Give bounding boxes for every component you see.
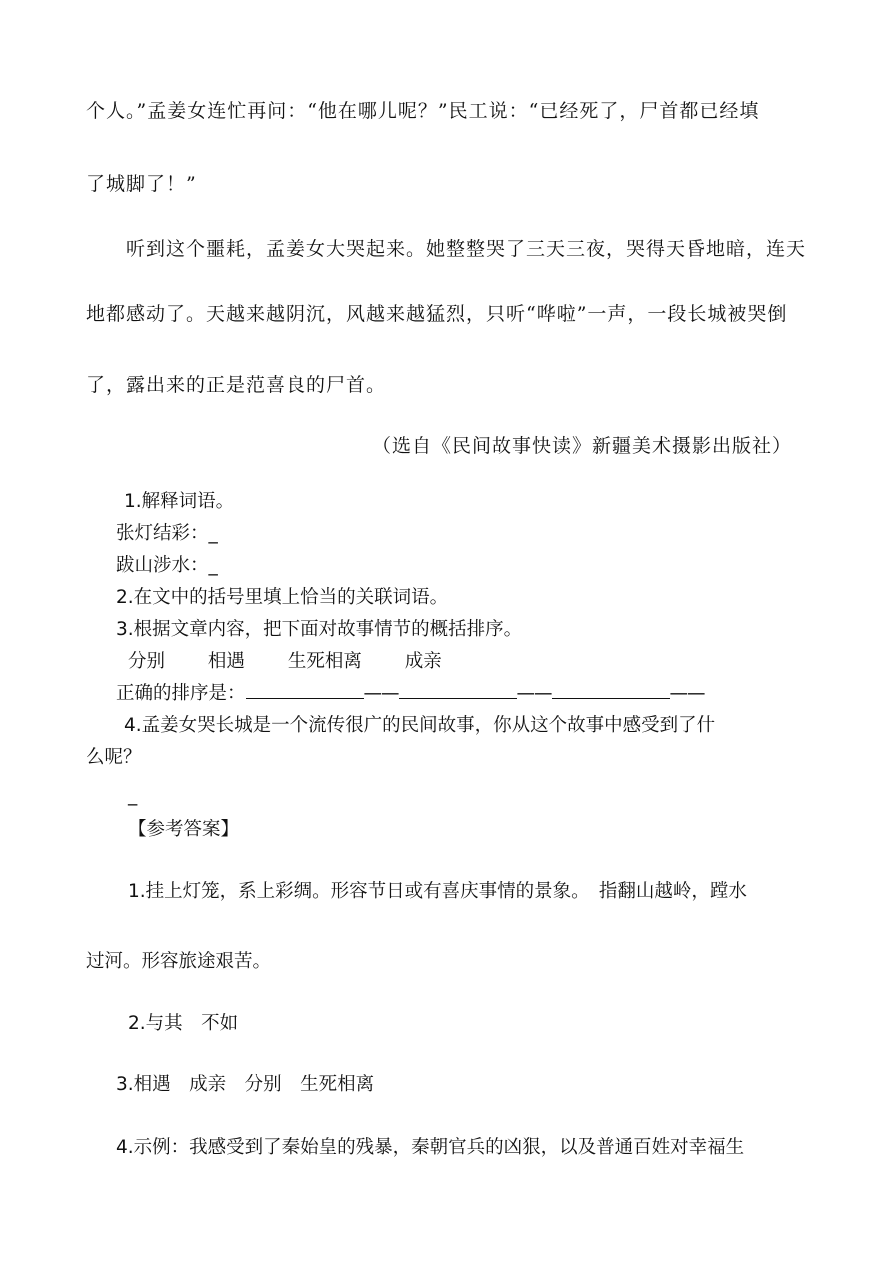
story-paragraph-start: 听到这个噩耗，孟姜女大哭起来。她整整哭了三天三夜，哭得天昏地暗，连天 xyxy=(126,238,807,260)
story-line: 个人。”孟姜女连忙再问：“他在哪儿呢？”民工说：“已经死了，尸首都已经填 xyxy=(86,100,760,122)
source-citation: （选自《民间故事快读》新疆美术摄影出版社） xyxy=(372,435,793,457)
option-item: 相遇 xyxy=(207,651,245,672)
option-item: 成亲 xyxy=(404,651,442,672)
question-3-order xyxy=(116,682,705,706)
answer-3: 3.相遇 成亲 分别 生死相离 xyxy=(116,1074,375,1095)
answer-1-cont: 过河。形容旅途艰苦。 xyxy=(86,951,272,972)
question-4-cont: 么呢？ xyxy=(86,747,142,768)
question-4-blank: _ xyxy=(128,785,138,806)
answer-2: 2.与其 不如 xyxy=(128,1013,239,1034)
question-3-options xyxy=(128,650,442,674)
answer-blank[interactable] xyxy=(246,682,364,699)
order-label: 正确的排序是： xyxy=(116,683,246,704)
dash-separator: —— xyxy=(363,683,399,704)
story-line: 了，露出来的正是范喜良的尸首。 xyxy=(86,374,387,396)
answer-blank[interactable] xyxy=(552,682,670,699)
question-2: 2.在文中的括号里填上恰当的关联词语。 xyxy=(116,587,449,608)
question-1b: 跋山涉水：_ xyxy=(116,555,218,576)
option-item: 生死相离 xyxy=(287,651,362,672)
story-line: 地都感动了。天越来越阴沉，风越来越猛烈，只听“哗啦”一声，一段长城被哭倒 xyxy=(86,303,788,325)
dash-separator: —— xyxy=(516,683,552,704)
question-3: 3.根据文章内容，把下面对故事情节的概括排序。 xyxy=(116,619,523,640)
answer-4: 4.示例：我感受到了秦始皇的残暴，秦朝官兵的凶狠，以及普通百姓对幸福生 xyxy=(116,1137,745,1158)
question-1: 1.解释词语。 xyxy=(124,491,235,512)
question-1a: 张灯结彩：_ xyxy=(116,523,218,544)
answer-1: 1.挂上灯笼，系上彩绸。形容节日或有喜庆事情的景象。 指翻山越岭，蹚水 xyxy=(128,881,747,902)
dash-separator: —— xyxy=(669,683,705,704)
option-item: 分别 xyxy=(128,651,166,672)
story-line: 了城脚了！” xyxy=(86,173,197,195)
answer-blank[interactable] xyxy=(399,682,517,699)
question-4: 4.孟姜女哭长城是一个流传很广的民间故事，你从这个故事中感受到了什 xyxy=(124,715,716,736)
answer-heading: 【参考答案】 xyxy=(128,819,240,840)
